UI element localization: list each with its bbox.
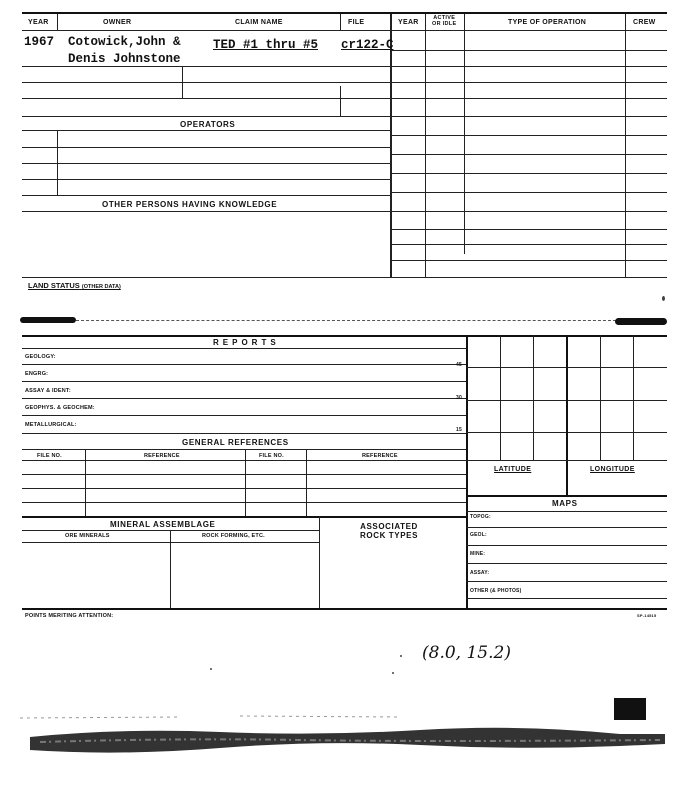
divider	[182, 66, 183, 98]
row-line	[22, 364, 466, 365]
ref-col-file-no: FILE NO.	[37, 453, 62, 459]
col-header-year: YEAR	[28, 19, 49, 26]
ref-col-reference: REFERENCE	[144, 453, 180, 459]
grid-line	[600, 335, 601, 460]
divider	[57, 14, 58, 30]
grid-line	[466, 460, 667, 461]
row-line	[390, 66, 667, 67]
bottom-border	[22, 608, 667, 610]
divider	[425, 14, 426, 277]
reports-top-border	[22, 335, 667, 337]
row-line	[22, 195, 390, 196]
other-persons-heading: OTHER PERSONS HAVING KNOWLEDGE	[102, 200, 278, 209]
scan-speck	[210, 668, 212, 670]
row-line	[22, 398, 466, 399]
report-geophys: GEOPHYS. & GEOCHEM:	[25, 405, 95, 411]
row-line	[466, 598, 667, 599]
row-line	[22, 502, 466, 503]
scan-noise-band	[0, 690, 678, 770]
row-line	[22, 179, 390, 180]
scan-speck	[392, 672, 394, 674]
row-line	[22, 488, 466, 489]
row-line	[22, 516, 466, 518]
map-geol: GEOL:	[470, 532, 487, 538]
scan-speck	[400, 655, 402, 657]
report-geology: GEOLOGY:	[25, 354, 56, 360]
row-line	[390, 173, 667, 174]
entry-year: 1967	[24, 35, 55, 49]
entry-claim-name: TED #1 thru #5	[213, 38, 319, 52]
divider-main	[390, 14, 392, 277]
map-other: OTHER (& PHOTOS)	[470, 588, 522, 594]
entry-owner-line1: Cotowick,John &	[68, 35, 181, 49]
land-status-note: (OTHER DATA)	[81, 284, 121, 290]
col-header-crew: CREW	[633, 19, 656, 26]
header-underline	[22, 30, 667, 31]
grid-number-15: 15	[456, 427, 462, 433]
ore-minerals-label: ORE MINERALS	[65, 533, 110, 539]
row-line	[22, 98, 390, 99]
divider	[85, 449, 86, 516]
form-number: SP-14515	[637, 613, 657, 618]
mineral-assemblage-heading: MINERAL ASSEMBLAGE	[110, 520, 216, 529]
right-panel-border	[466, 335, 468, 608]
col-header-claim-name: CLAIM NAME	[235, 19, 283, 26]
report-assay: ASSAY & IDENT:	[25, 388, 71, 394]
scan-speck	[662, 296, 665, 301]
row-line	[466, 545, 667, 546]
faint-line	[76, 320, 616, 321]
row-line	[390, 244, 667, 245]
row-line	[22, 130, 390, 131]
toner-mark	[615, 318, 667, 325]
col-header-year-2: YEAR	[398, 19, 419, 26]
handwritten-coordinates: (8.0, 15.2)	[422, 643, 511, 663]
top-border	[22, 12, 667, 14]
divider	[625, 14, 626, 277]
longitude-label: LONGITUDE	[590, 466, 635, 473]
idle-label: OR IDLE	[432, 21, 457, 27]
row-line	[22, 449, 466, 450]
row-line	[22, 82, 390, 83]
row-line	[390, 116, 667, 117]
divider	[319, 516, 320, 608]
row-line	[466, 563, 667, 564]
row-line	[390, 211, 667, 212]
row-line	[22, 163, 390, 164]
map-topog: TOPOG:	[470, 514, 491, 520]
row-line	[22, 211, 390, 212]
grid-number-45: 45	[456, 362, 462, 368]
toner-block	[614, 698, 646, 720]
row-line	[22, 381, 466, 382]
row-line	[390, 229, 667, 230]
map-assay: ASSAY:	[470, 570, 490, 576]
row-line	[390, 260, 667, 261]
row-line	[390, 135, 667, 136]
row-line	[390, 98, 667, 99]
col-header-owner: OWNER	[103, 19, 132, 26]
associated-line2: ROCK TYPES	[360, 531, 419, 540]
divider	[57, 130, 58, 195]
ref-col-reference-2: REFERENCE	[362, 453, 398, 459]
general-references-heading: GENERAL REFERENCES	[182, 438, 289, 447]
divider	[170, 530, 171, 608]
associated-line1: ASSOCIATED	[360, 522, 418, 531]
associated-rock-types	[360, 522, 418, 540]
row-line	[390, 82, 667, 83]
col-header-type-of-operation: TYPE OF OPERATION	[508, 19, 587, 26]
operators-heading: OPERATORS	[180, 120, 236, 129]
entry-owner-line2: Denis Johnstone	[68, 52, 181, 66]
row-line	[390, 50, 667, 51]
divider	[340, 86, 341, 116]
grid-line	[500, 335, 501, 460]
top-table-bottom	[22, 277, 667, 278]
rock-forming-label: ROCK FORMING, ETC.	[202, 533, 265, 539]
row-line	[22, 415, 466, 416]
faint-dots	[20, 716, 400, 718]
latitude-label: LATITUDE	[494, 466, 532, 473]
row-line	[466, 581, 667, 582]
grid-line	[633, 335, 634, 460]
entry-file: cr122-C	[341, 38, 394, 52]
grid-line	[533, 335, 534, 460]
report-engrg: ENGRG:	[25, 371, 49, 377]
land-status-title: LAND STATUS	[28, 281, 80, 290]
points-meriting-label: POINTS MERITING ATTENTION:	[25, 613, 114, 619]
map-mine: MINE:	[470, 551, 486, 557]
row-line	[466, 527, 667, 528]
row-line	[390, 154, 667, 155]
report-metallurgical: METALLURGICAL:	[25, 422, 77, 428]
row-line	[466, 511, 667, 512]
grid-number-30: 30	[456, 395, 462, 401]
maps-heading: MAPS	[552, 499, 578, 508]
grid-line	[566, 335, 568, 495]
row-line	[22, 116, 390, 117]
active-label: ACTIVE	[433, 15, 456, 21]
divider	[340, 14, 341, 30]
divider	[245, 449, 246, 516]
row-line	[22, 433, 466, 434]
row-line	[22, 474, 466, 475]
row-line	[390, 192, 667, 193]
ref-col-file-no-2: FILE NO.	[259, 453, 284, 459]
reports-heading: REPORTS	[213, 338, 280, 347]
toner-mark	[20, 317, 76, 323]
row-line	[22, 147, 390, 148]
land-status-label	[28, 281, 121, 290]
divider	[306, 449, 307, 516]
row-line	[22, 460, 466, 461]
row-line	[22, 348, 466, 349]
col-header-active-idle	[432, 15, 456, 27]
row-line	[22, 66, 390, 67]
col-header-file: FILE	[348, 19, 365, 26]
grid-line	[466, 495, 667, 497]
